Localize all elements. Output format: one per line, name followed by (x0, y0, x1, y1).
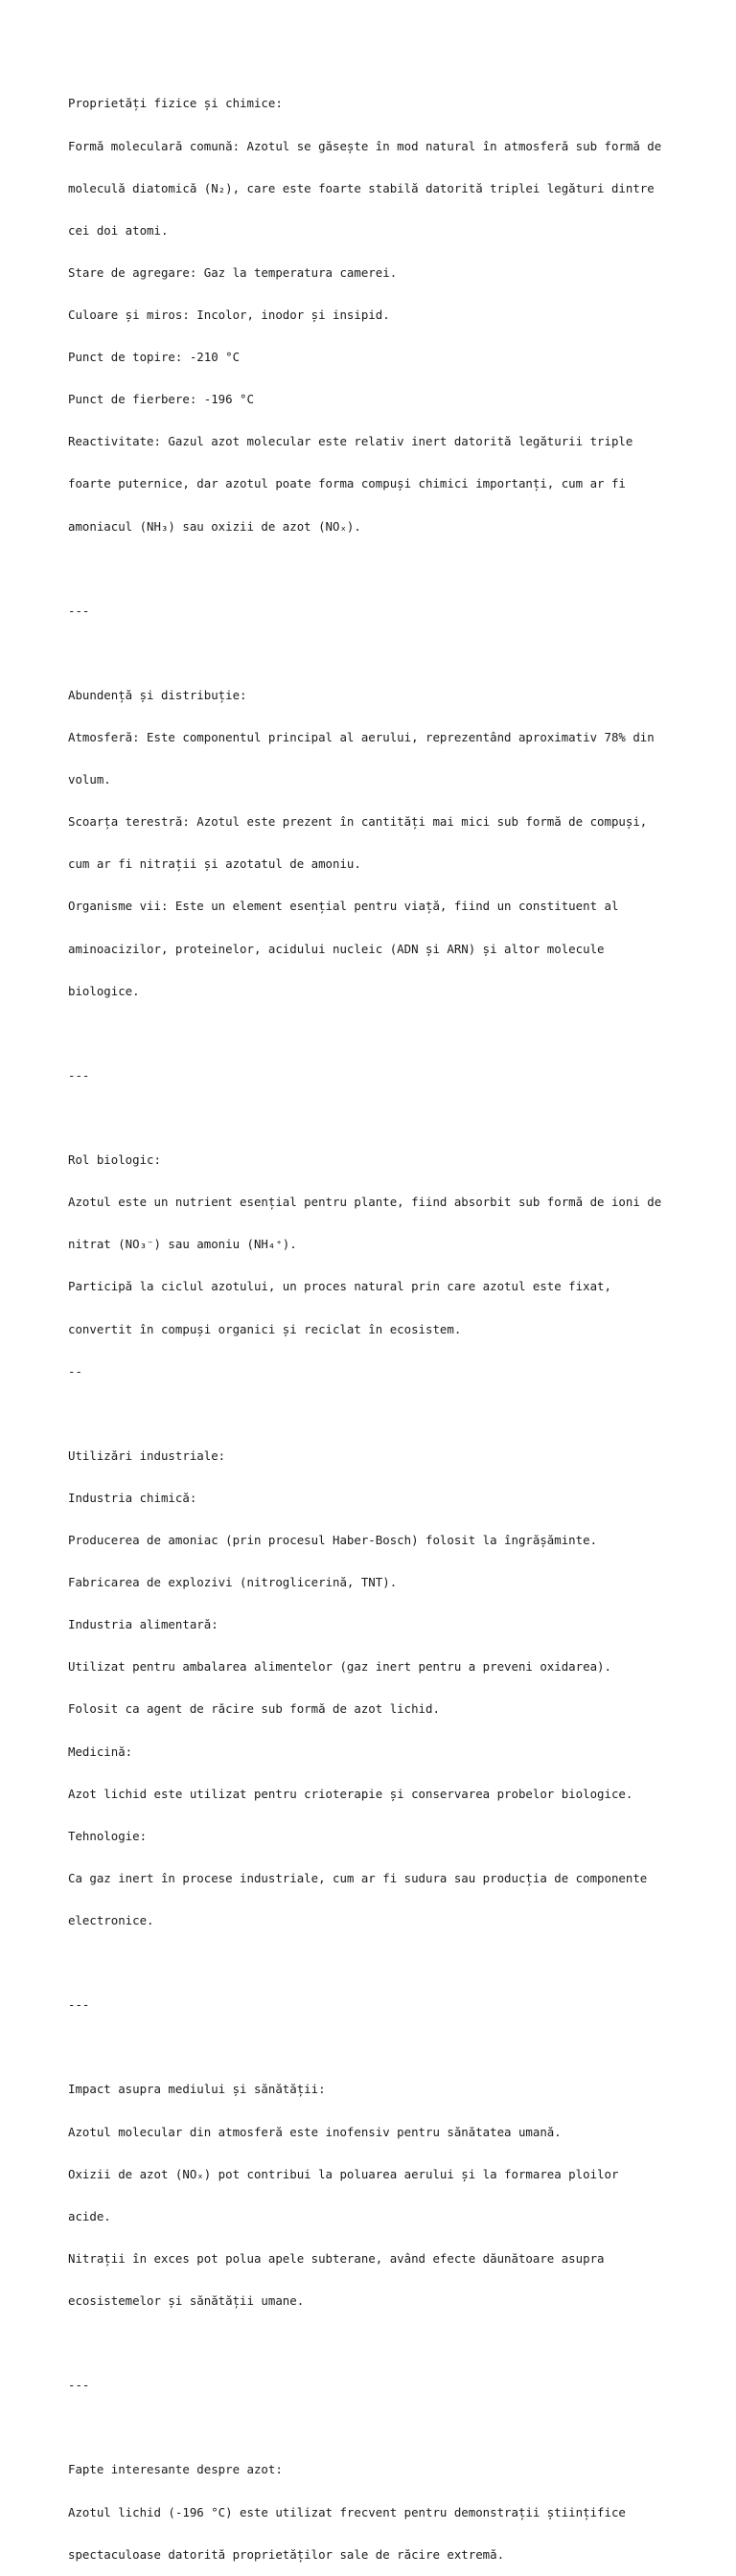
text-line: Atmosferă: Este componentul principal al aerului, reprezentând aproximativ 78% din (68, 730, 655, 745)
text-line: Fabricarea de explozivi (nitroglicerină, TNT). (68, 1575, 398, 1590)
section-divider: --- (68, 1067, 90, 1083)
section-divider: --- (68, 1997, 90, 2013)
text-line: spectaculoase datorită proprietăților sale de răcire extremă. (68, 2546, 505, 2562)
text-line: Abundență și distribuție: (68, 687, 247, 702)
text-line: moleculă diatomică (N₂), care este foarte stabilă datorită triplei legături dintre (68, 180, 655, 195)
text-line: Fapte interesante despre azot: (68, 2462, 283, 2477)
text-line: Utilizări industriale: (68, 1448, 226, 1463)
text-line: volum. (68, 772, 111, 787)
blank-line (68, 1407, 720, 1422)
text-line: Industria chimică: (68, 1490, 197, 1505)
text-line: Participă la ciclul azotului, un proces natural prin care azotul este fixat, (68, 1279, 611, 1294)
text-line: convertit în compuși organici și reciclat în ecosistem. (68, 1321, 462, 1336)
text-line: Producerea de amoniac (prin procesul Haber-Bosch) folosit la îngrășăminte. (68, 1533, 598, 1548)
text-line: Nitrații în exces pot polua apele subterane, având efecte dăunătoare asupra (68, 2250, 605, 2266)
text-line: nitrat (NO₃⁻) sau amoniu (NH₄⁺). (68, 1237, 297, 1252)
text-line: Utilizat pentru ambalarea alimentelor (gaz inert pentru a preveni oxidarea). (68, 1659, 611, 1675)
text-line: cei doi atomi. (68, 222, 169, 238)
blank-line (68, 2421, 720, 2435)
text-line: Azot lichid este utilizat pentru crioterapie și conservarea probelor biologice. (68, 1786, 633, 1801)
blank-line (68, 2337, 720, 2351)
text-line: biologice. (68, 983, 140, 998)
text-line: Punct de fierbere: -196 °C (68, 392, 254, 407)
text-line: Organisme vii: Este un element esențial pentru viață, fiind un constituent al (68, 899, 619, 914)
section-divider: --- (68, 603, 90, 618)
text-line: foarte puternice, dar azotul poate forma compuși chimici importanți, cum ar fi (68, 476, 626, 491)
blank-line (68, 647, 720, 661)
text-line: Rol biologic: (68, 1152, 161, 1168)
text-line: Reactivitate: Gazul azot molecular este relativ inert datorită legăturii triple (68, 434, 633, 449)
text-line: Tehnologie: (68, 1828, 148, 1843)
section-divider: --- (68, 2378, 90, 2393)
text-line: Scoarța terestră: Azotul este prezent în cantități mai mici sub formă de compuși, (68, 814, 648, 830)
blank-line (68, 2040, 720, 2055)
text-line: acide. (68, 2208, 111, 2223)
text-line: Formă moleculară comună: Azotul se găsește în mod natural în atmosferă sub formă de (68, 138, 662, 153)
blank-line (68, 1111, 720, 1126)
section-divider: -- (68, 1363, 82, 1379)
text-line: Ca gaz inert în procese industriale, cum ar fi sudura sau producția de componente (68, 1870, 648, 1885)
blank-line (68, 562, 720, 577)
text-line: Azotul lichid (-196 °C) este utilizat frecvent pentru demonstrații științifice (68, 2504, 626, 2519)
text-line: Stare de agregare: Gaz la temperatura camerei. (68, 264, 398, 280)
text-line: Culoare și miros: Incolor, inodor și insipid. (68, 307, 390, 322)
text-line: ecosistemelor și sănătății umane. (68, 2292, 305, 2308)
document-body (68, 69, 720, 2576)
text-line: Oxizii de azot (NOₓ) pot contribui la poluarea aerului și la formarea ploilor (68, 2166, 619, 2181)
text-line: aminoacizilor, proteinelor, acidului nucleic (ADN și ARN) și altor molecule (68, 941, 605, 956)
text-line: Azotul este un nutrient esențial pentru plante, fiind absorbit sub formă de ioni de (68, 1195, 662, 1210)
text-line: electronice. (68, 1913, 154, 1928)
blank-line (68, 1027, 720, 1041)
text-line: Folosit ca agent de răcire sub formă de azot lichid. (68, 1701, 440, 1717)
text-line: cum ar fi nitrații și azotatul de amoniu. (68, 856, 361, 872)
text-line: Azotul molecular din atmosferă este inofensiv pentru sănătatea umană. (68, 2124, 562, 2139)
text-line: Medicină: (68, 1744, 133, 1759)
text-line: Proprietăți fizice și chimice: (68, 96, 283, 111)
text-line: Industria alimentară: (68, 1617, 218, 1632)
text-line: Impact asupra mediului și sănătății: (68, 2082, 326, 2097)
text-line: Punct de topire: -210 °C (68, 350, 241, 365)
text-line: amoniacul (NH₃) sau oxizii de azot (NOₓ). (68, 518, 361, 534)
blank-line (68, 1956, 720, 1971)
